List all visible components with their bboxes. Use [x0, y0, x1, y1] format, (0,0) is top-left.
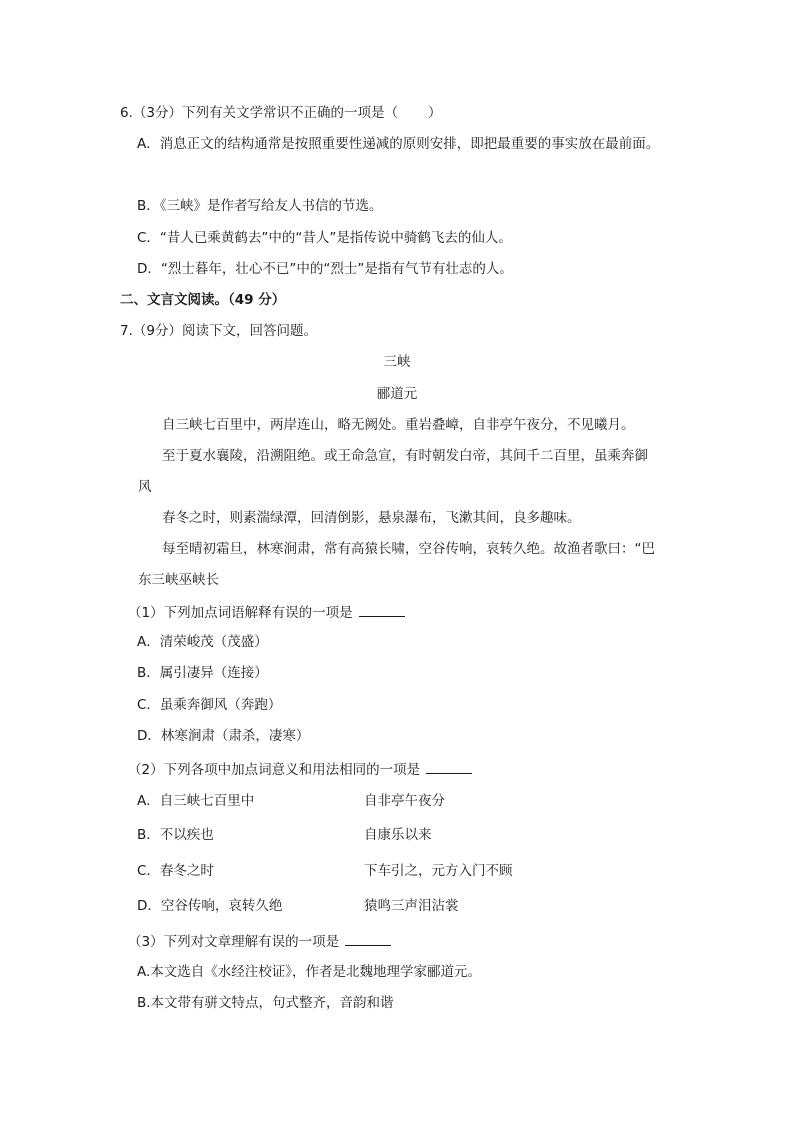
answer-blank — [359, 602, 405, 617]
q7-stem: 7.（9分）阅读下文，回答问题。 — [120, 323, 317, 339]
q6-option-d: D．“烈士暮年，壮心不已”中的“烈士”是指有气节有壮志的人。 — [137, 261, 513, 277]
q7-sub1-stem: （1）下列加点词语解释有误的一项是 — [128, 602, 405, 622]
passage-paragraph: 春冬之时，则素湍绿潭，回清倒影，悬泉瀑布，飞漱其间，良多趣味。 — [162, 510, 581, 526]
passage-author: 郦道元 — [376, 386, 418, 402]
q7-sub1-option-b: B．属引凄异（连接） — [137, 665, 268, 681]
passage-paragraph-continued: 东三峡巫峡长 — [138, 572, 219, 588]
q7-sub1-option-a: A．清荣峻茂（茂盛） — [137, 634, 268, 650]
q6-stem: 6.（3分）下列有关文学常识不正确的一项是（ ） — [120, 105, 442, 121]
answer-blank — [345, 931, 391, 946]
passage-paragraph: 至于夏水襄陵，沿溯阻绝。或王命急宣，有时朝发白帝，其间千二百里，虽乘奔御 — [162, 448, 648, 464]
q7-sub2-stem: （2）下列各项中加点词意义和用法相同的一项是 — [128, 759, 472, 779]
q7-sub1-option-c: C．虽乘奔御风（奔跑） — [137, 697, 282, 713]
q7-sub3-stem: （3）下列对文章理解有误的一项是 — [128, 931, 391, 951]
q6-option-c: C．“昔人已乘黄鹤去”中的“昔人”是指传说中骑鹤飞去的仙人。 — [137, 230, 512, 246]
passage-paragraph: 每至晴初霜旦，林寒涧肃，常有高猿长啸，空谷传响，哀转久绝。故渔者歌曰：“巴 — [162, 541, 655, 557]
q7-sub1-option-d: D．林寒涧肃（肃杀，凄寒） — [137, 728, 310, 744]
q7-sub3-option-b: B.本文带有骈文特点，句式整齐，音韵和谐 — [137, 995, 394, 1011]
answer-blank — [426, 759, 472, 774]
passage-title: 三峡 — [383, 354, 411, 370]
q7-sub3-option-a: A.本文选自《水经注校证》，作者是北魏地理学家郦道元。 — [137, 964, 482, 980]
q7-sub2-row-c: C．春冬之时 下车引之，元方入门不顾 — [137, 863, 513, 879]
passage-paragraph: 自三峡七百里中，两岸连山，略无阙处。重岩叠嶂，自非亭午夜分，不见曦月。 — [162, 417, 635, 433]
q7-sub2-row-b: B．不以疾也 自康乐以来 — [137, 827, 432, 843]
section-heading: 二、文言文阅读。（49 分） — [120, 292, 286, 308]
q7-sub2-row-d: D．空谷传响，哀转久绝 猿鸣三声泪沾裳 — [137, 898, 459, 914]
q7-sub2-row-a: A．自三峡七百里中 自非亭午夜分 — [137, 793, 445, 809]
passage-paragraph-continued: 风 — [138, 479, 152, 495]
q6-option-a: A．消息正文的结构通常是按照重要性递减的原则安排，即把最重要的事实放在最前面。 — [137, 136, 660, 152]
q6-option-b: B．《三峡》是作者写给友人书信的节选。 — [137, 198, 383, 214]
